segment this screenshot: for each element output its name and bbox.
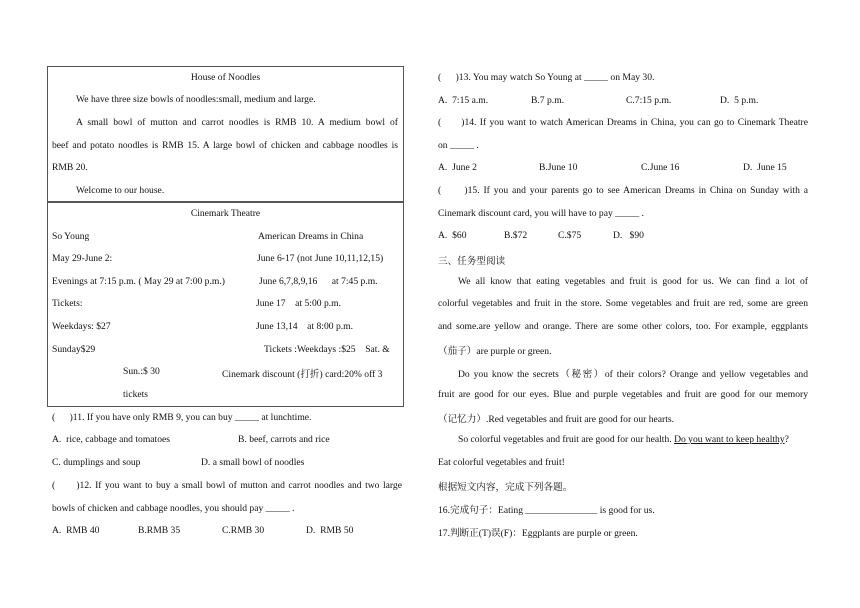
question-11-option-b: B. beef, carrots and rice [238,434,330,445]
question-13: ( )13. You may watch So Young at _____ on May 30. [438,72,655,83]
cinema-row-right: June 6,7,8,9,16 at 7:45 p.m. [259,276,378,287]
question-15-option-d: D. $90 [613,230,644,241]
question-12-option-b: B.RMB 35 [138,525,181,536]
noodles-paragraph-2-line-3: RMB 20. [52,162,88,173]
cinema-sunday-price: Sun.:$ 30 [123,366,160,377]
cinema-row-right: June 6-17 (not June 10,11,12,15) [257,253,384,264]
question-15-option-a: A. $60 [438,230,467,241]
question-13-option-c: C.7:15 p.m. [626,95,672,106]
reading-line: We all know that eating vegetables and fruit is good for us. We can find a lot of [458,276,808,287]
noodles-paragraph-1: We have three size bowls of noodles:small, medium and large. [76,94,316,105]
question-15-option-c: C.$75 [558,230,582,241]
question-13-option-d: D. 5 p.m. [720,95,759,106]
question-11-option-c: C. dumplings and soup [52,457,141,468]
noodles-paragraph-2-line-1: A small bowl of mutton and carrot noodles is RMB 10. A medium bowl of [76,117,398,128]
question-14-option-b: B.June 10 [539,162,578,173]
reading-line: Do you know the secrets（秘密）of their colors? Orange and yellow vegetables and [458,369,808,380]
question-11-option-a: A. rice, cabbage and tomatoes [52,434,171,445]
question-14-line-2: on _____ . [438,140,479,151]
question-15-line-1: ( )15. If you and your parents go to see American Dreams in China on Sunday with a [438,185,808,196]
noodles-notice-box [47,66,404,203]
question-14-option-a: A. June 2 [438,162,477,173]
question-14-line-1: ( )14. If you want to watch American Dreams in China, you can go to Cinemark Theatre [438,117,808,128]
question-12-option-c: C.RMB 30 [222,525,265,536]
cinema-discount-card: Cinemark discount (打折) card:20% off 3 [222,369,383,380]
question-14-option-d: D. June 15 [743,162,787,173]
noodles-welcome: Welcome to our house. [76,185,165,196]
reading-text: ? [784,434,789,445]
reading-line-health [458,434,789,445]
cinema-row-left: Sunday$29 [52,344,96,355]
question-12-line-1: ( )12. If you want to buy a small bowl of mutton and carrot noodles and two large [52,480,402,491]
question-12-option-d: D. RMB 50 [306,525,354,536]
reading-line: fruit are good for our eyes. Blue and purple vegetables and fruit are good for our memory [438,389,808,400]
cinema-row-left: Evenings at 7:15 p.m. ( May 29 at 7:00 p.m.) [52,276,225,287]
noodles-title: House of Noodles [190,72,261,83]
cinema-row-left: Tickets: [52,298,83,309]
cinema-row-right: American Dreams in China [258,231,364,242]
cinema-row-right: Tickets :Weekdays :$25 Sat. & [264,344,390,355]
reading-line: Eat colorful vegetables and fruit! [438,457,565,468]
question-13-option-a: A. 7:15 a.m. [438,95,489,106]
cinema-title: Cinemark Theatre [190,208,261,219]
cinema-row-left: So Young [52,231,90,242]
cinema-row-left: Weekdays: $27 [52,321,111,332]
reading-line: （茄子）are purple or green. [438,346,552,357]
reading-line: and some.are yellow and orange. There are some other colors, too. For example, eggplants [438,321,808,332]
reading-line: （记忆力）.Red vegetables and fruit are good for our hearts. [438,414,675,425]
underlined-sentence: Do you want to keep healthy [674,434,785,445]
question-15-line-2: Cinemark discount card, you will have to pay _____ . [438,208,644,219]
question-15-option-b: B.$72 [504,230,528,241]
question-17: 17.判断正(T)误(F)：Eggplants are purple or green. [438,528,638,539]
question-13-option-b: B.7 p.m. [531,95,565,106]
reading-line: colorful vegetables and fruit in the store. Some vegetables and fruit are red, some are green [438,298,808,309]
question-11-option-d: D. a small bowl of noodles [201,457,305,468]
question-16: 16.完成句子：Eating _______________ is good for us. [438,505,655,516]
question-11: ( )11. If you have only RMB 9, you can buy _____ at lunchtime. [52,412,312,423]
question-12-line-2: bowls of chicken and cabbage noodles, you should pay _____ . [52,503,295,514]
noodles-paragraph-2-line-2: beef and potato noodles is RMB 15. A large bowl of chicken and cabbage noodles is [52,140,398,151]
question-14-option-c: C.June 16 [641,162,680,173]
cinema-row-right: June 17 at 5:00 p.m. [256,298,342,309]
reading-text: So colorful vegetables and fruit are good for our health. [458,434,675,445]
question-12-option-a: A. RMB 40 [52,525,100,536]
task-instruction: 根据短文内容，完成下列各题。 [438,482,573,493]
cinema-row-left: May 29-June 2: [52,253,113,264]
cinema-discount-tickets: tickets [123,389,149,400]
section-3-heading: 三、任务型阅读 [438,256,506,267]
cinema-row-right: June 13,14 at 8:00 p.m. [256,321,353,332]
